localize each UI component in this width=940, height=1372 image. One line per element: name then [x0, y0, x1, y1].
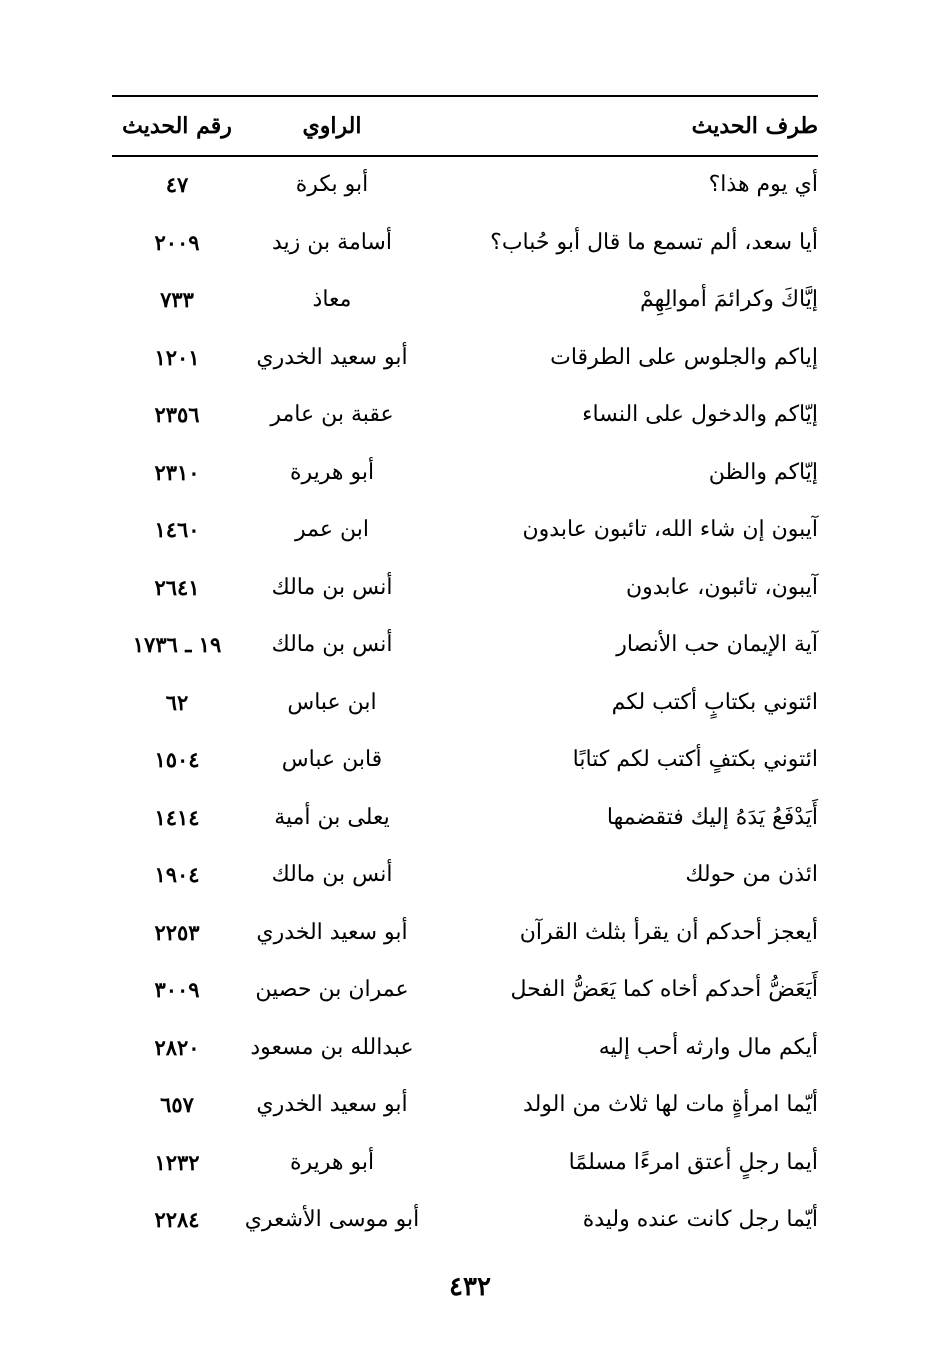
- row-number: ١٢٣٢: [154, 1149, 200, 1175]
- row-hadith: أَيَعَضُّ أحدكم أخاه كما يَعَضُّ الفحل: [510, 977, 818, 1002]
- row-hadith: ائذن من حولك: [685, 862, 818, 887]
- row-rawi: قابن عباس: [281, 747, 383, 772]
- table-top-rule: [112, 95, 818, 97]
- row-rawi: أبو هريرة: [289, 459, 375, 485]
- row-number: ٢٢٨٤: [154, 1207, 200, 1232]
- row-number: ١٢٠١: [154, 344, 200, 370]
- page-number: ٤٣٢: [449, 1272, 491, 1302]
- row-number: ١٩ ـ ١٧٣٦: [132, 632, 222, 657]
- row-hadith: إيّاكم والدخول على النساء: [582, 402, 818, 427]
- row-hadith: أيما رجلٍ أعتق امرءًا مسلمًا: [568, 1149, 818, 1175]
- table-header-rule: [112, 155, 818, 157]
- row-hadith: أيّما امرأةٍ مات لها ثلاث من الولد: [523, 1092, 818, 1117]
- row-hadith: أي يوم هذا؟: [708, 172, 818, 197]
- row-rawi: عقبة بن عامر: [270, 402, 394, 427]
- row-hadith: أيا سعد، ألم تسمع ما قال أبو حُباب؟: [490, 229, 818, 255]
- row-rawi: أنس بن مالك: [271, 862, 393, 887]
- table-row: [112, 676, 818, 734]
- row-rawi: عبدالله بن مسعود: [250, 1034, 414, 1060]
- row-rawi: أنس بن مالك: [271, 632, 393, 657]
- row-rawi: ابن عباس: [287, 689, 377, 715]
- row-rawi: أبو بكرة: [295, 172, 369, 197]
- row-hadith: إيَّاكَ وكرائمَ أموالِهِمْ: [639, 287, 818, 312]
- row-hadith: إيّاكم والظن: [708, 459, 818, 485]
- row-rawi: أبو سعيد الخدري: [256, 344, 408, 370]
- row-number: ٢٢٥٣: [154, 919, 200, 945]
- row-rawi: أبو هريرة: [289, 1149, 375, 1175]
- table-row: [112, 158, 818, 216]
- table-row: [112, 1021, 818, 1079]
- header-hadith: طرف الحديث: [691, 113, 818, 139]
- row-hadith: آيبون، تائبون، عابدون: [626, 574, 818, 600]
- row-number: ٣٠٠٩: [154, 977, 200, 1002]
- row-hadith: ائتوني بكتفٍ أكتب لكم كتابًا: [572, 747, 818, 772]
- row-hadith: ائتوني بكتابٍ أكتب لكم: [611, 689, 818, 715]
- row-rawi: أسامة بن زيد: [272, 229, 392, 255]
- table-row: [112, 906, 818, 964]
- table-row: [112, 388, 818, 446]
- table-row: [112, 503, 818, 561]
- row-number: ٢٣١٠: [154, 459, 200, 485]
- row-rawi: معاذ: [312, 287, 352, 312]
- table-body: [112, 158, 818, 1251]
- table-row: [112, 561, 818, 619]
- row-number: ١٩٠٤: [154, 862, 200, 887]
- row-number: ١٤٦٠: [154, 517, 200, 542]
- table-header: [112, 103, 818, 153]
- row-number: ١٤١٤: [154, 804, 200, 830]
- table-row: [112, 791, 818, 849]
- table-row: [112, 963, 818, 1021]
- table-row: [112, 848, 818, 906]
- table-row: [112, 331, 818, 389]
- table-row: [112, 273, 818, 331]
- row-rawi: أبو سعيد الخدري: [256, 919, 408, 945]
- header-number: رقم الحديث: [122, 113, 232, 139]
- row-number: ٧٣٣: [160, 287, 194, 312]
- row-number: ٢٦٤١: [154, 574, 200, 600]
- row-number: ٢٣٥٦: [154, 402, 200, 427]
- table-row: [112, 1136, 818, 1194]
- row-rawi: أنس بن مالك: [271, 574, 393, 600]
- row-hadith: آية الإيمان حب الأنصار: [616, 632, 818, 657]
- row-rawi: أبو موسى الأشعري: [244, 1207, 420, 1232]
- table-row: [112, 733, 818, 791]
- row-rawi: يعلى بن أمية: [274, 804, 390, 830]
- row-number: ٦٢: [165, 689, 189, 715]
- row-rawi: أبو سعيد الخدري: [256, 1092, 408, 1117]
- table-row: [112, 1078, 818, 1136]
- row-rawi: عمران بن حصين: [255, 977, 409, 1002]
- table-row: [112, 216, 818, 274]
- table-row: [112, 618, 818, 676]
- row-hadith: أَيَدْفَعُ يَدَهُ إليك فتقضمها: [606, 804, 818, 830]
- row-number: ١٥٠٤: [154, 747, 200, 772]
- row-hadith: آيبون إن شاء الله، تائبون عابدون: [522, 517, 818, 542]
- row-number: ٤٧: [165, 172, 189, 197]
- row-number: ٦٥٧: [160, 1092, 194, 1117]
- table-row: [112, 1193, 818, 1251]
- table-row: [112, 446, 818, 504]
- row-number: ٢٨٢٠: [154, 1034, 200, 1060]
- row-hadith: أيكم مال وارثه أحب إليه: [598, 1034, 818, 1060]
- header-rawi: الراوي: [302, 113, 362, 139]
- row-hadith: إياكم والجلوس على الطرقات: [550, 344, 818, 370]
- row-number: ٢٠٠٩: [154, 229, 200, 255]
- row-hadith: أيّما رجل كانت عنده وليدة: [582, 1207, 818, 1232]
- row-hadith: أيعجز أحدكم أن يقرأ بثلث القرآن: [519, 919, 818, 945]
- row-rawi: ابن عمر: [295, 517, 369, 542]
